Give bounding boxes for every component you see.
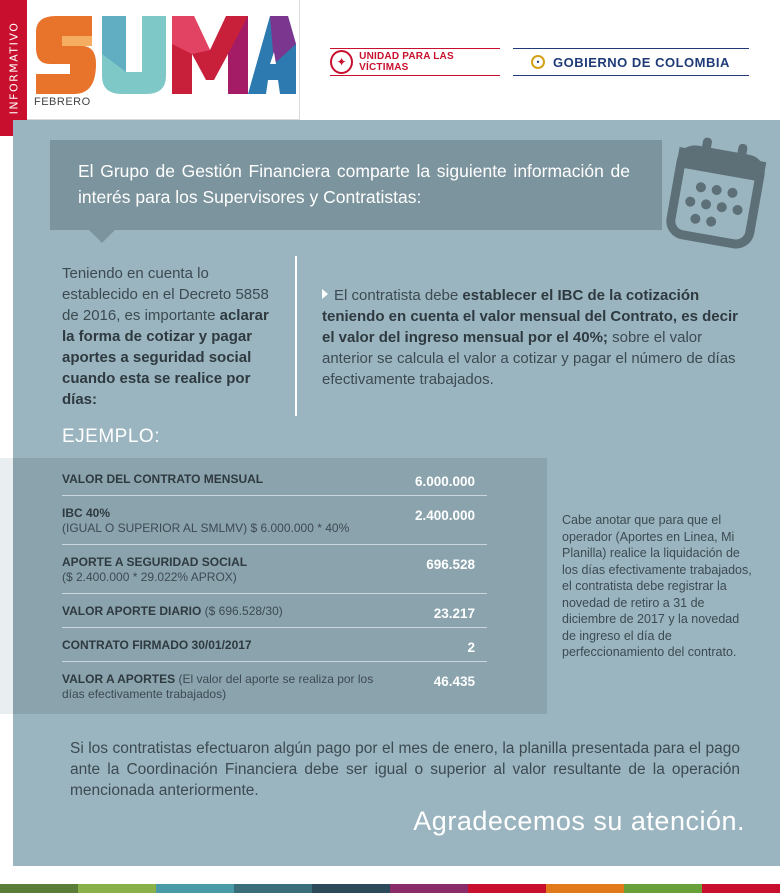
calendar-icon bbox=[662, 132, 770, 254]
stripe-segment bbox=[234, 884, 312, 893]
side-label: INFORMATIVO bbox=[7, 21, 20, 115]
table-row bbox=[62, 594, 487, 628]
gobierno-colombia-logo bbox=[513, 48, 749, 76]
left-text-regular: Teniendo en cuenta lo establecido en el Decreto 5858 de 2016, es importante bbox=[62, 265, 269, 324]
row-label: VALOR APORTE DIARIO ($ 696.528/30) bbox=[62, 604, 283, 618]
unidad-victimas-logo bbox=[330, 48, 500, 76]
row-label: VALOR A APORTES (El valor del aporte se realiza por los días efectivamente trabajados) bbox=[62, 672, 374, 701]
table-row bbox=[62, 496, 487, 545]
partner-name-1: UNIDAD PARA LAS VÍCTIMAS bbox=[359, 51, 454, 73]
side-label-strip bbox=[0, 0, 27, 136]
thanks-message: Agradecemos su atención. bbox=[413, 806, 745, 836]
example-heading: EJEMPLO: bbox=[62, 426, 160, 447]
header bbox=[0, 0, 780, 122]
row-label: CONTRATO FIRMADO 30/01/2017 bbox=[62, 638, 252, 652]
right-text-regular: El contratista debe bbox=[334, 287, 463, 304]
stripe-segment bbox=[78, 884, 156, 893]
suma-logo bbox=[34, 14, 296, 96]
table-row bbox=[62, 662, 487, 710]
example-table bbox=[62, 462, 487, 710]
closing-paragraph: Si los contratistas efectuaron algún pago por el mes de enero, la planilla presentada para el pago ante la Coordinación Financiera debe ser igual o superior al valor resultante de la operación mencionada anteriormente. bbox=[70, 740, 740, 799]
column-divider bbox=[295, 256, 297, 416]
row-label: VALOR DEL CONTRATO MENSUAL bbox=[62, 472, 264, 486]
suma-letter-s bbox=[36, 16, 96, 94]
row-value: 696.528 bbox=[426, 557, 475, 572]
stripe-segment bbox=[312, 884, 390, 893]
right-column-text bbox=[322, 285, 742, 390]
stripe-segment bbox=[156, 884, 234, 893]
row-value: 46.435 bbox=[433, 674, 475, 689]
stripe-segment bbox=[624, 884, 702, 893]
brand-box bbox=[0, 0, 300, 120]
left-column-text bbox=[62, 263, 282, 410]
table-row bbox=[62, 545, 487, 594]
stripe-segment bbox=[702, 884, 780, 893]
stripe-segment bbox=[468, 884, 546, 893]
row-value: 2.400.000 bbox=[414, 508, 475, 523]
stripe-segment bbox=[0, 884, 78, 893]
right-text-bold: establecer el IBC de la cotización teniendo en cuenta el valor mensual del Contrato, es decir el valor del ingreso mensual por el 40%; bbox=[322, 287, 738, 346]
row-value: 6.000.000 bbox=[414, 474, 475, 489]
right-text-regular-2: sobre el valor anterior se calcula el valor a cotizar y pagar el número de días efectivamente trabajados. bbox=[322, 329, 736, 388]
row-label: APORTE A SEGURIDAD SOCIAL ($ 2.400.000 * 29.022% APROX) bbox=[62, 555, 248, 584]
row-value: 23.217 bbox=[433, 606, 475, 621]
left-text-bold: aclarar la forma de cotizar y pagar aportes a seguridad social cuando esta se realice por días: bbox=[62, 307, 269, 408]
row-label: IBC 40% (IGUAL O SUPERIOR AL SMLMV) $ 6.000.000 * 40% bbox=[62, 506, 350, 535]
row-value: 2 bbox=[467, 640, 475, 655]
table-row bbox=[62, 462, 487, 496]
footer-color-stripe bbox=[0, 884, 780, 893]
triangle-bullet-icon bbox=[322, 289, 328, 299]
shield-icon: • bbox=[531, 55, 545, 69]
intro-pointer bbox=[88, 229, 116, 243]
coat-of-arms-icon: ✦ bbox=[330, 50, 353, 74]
table-row bbox=[62, 628, 487, 662]
issue-month: FEBRERO bbox=[34, 96, 91, 108]
side-note: Cabe anotar que para que el operador (Aportes en Linea, Mi Planilla) realice la liquidación de los días efectivamente trabajados, el contratista debe registrar la novedad de retiro a 31 de diciembre de 2017 y la novedad de ingreso el día de perfeccionamiento del contrato. bbox=[562, 513, 752, 659]
stripe-segment bbox=[390, 884, 468, 893]
intro-text: El Grupo de Gestión Financiera comparte la siguiente información de interés para los Supervisores y Contratistas: bbox=[78, 161, 630, 207]
partner-name-2: GOBIERNO DE COLOMBIA bbox=[553, 54, 730, 70]
stripe-segment bbox=[546, 884, 624, 893]
